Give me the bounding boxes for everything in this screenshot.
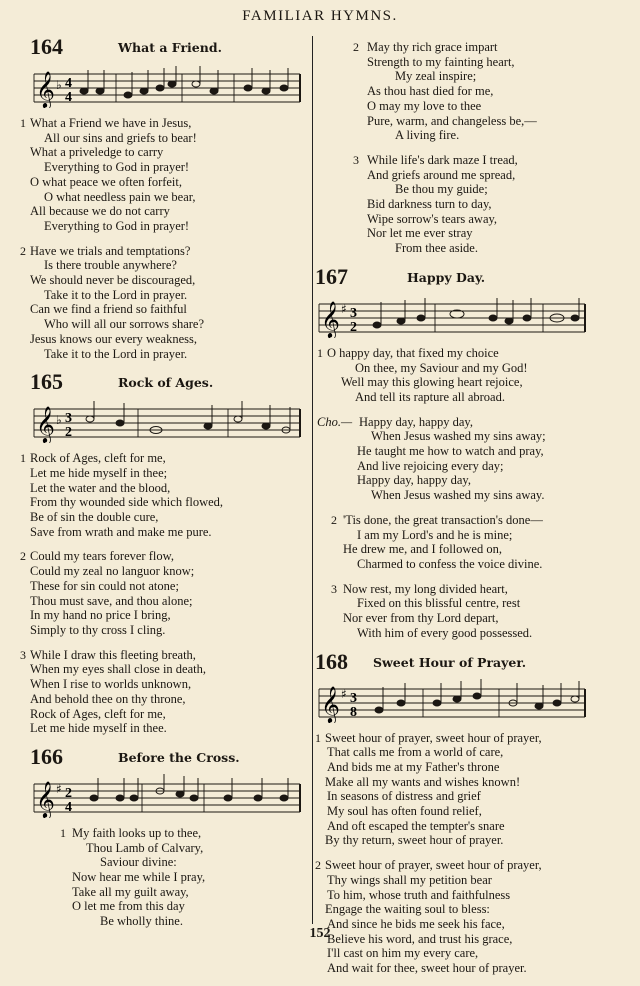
verse [315,153,600,256]
verse-line: Can we find a friend so faithful [30,302,187,317]
verse-line: A living fire. [395,128,460,143]
verse-line: Let the water and the blood, [30,480,171,495]
verse-number: 1 [60,825,66,840]
verse-number: 3 [331,581,337,596]
svg-text:♯: ♯ [341,301,347,316]
verse-number: 1 [20,116,26,130]
verse-line: May thy rich grace impart [367,40,498,54]
verse-number: 2 [315,858,321,873]
verse-line: I am my Lord's and he is mine; [357,527,513,542]
verse-line: Now hear me while I pray, [72,870,206,885]
verse-line: Pure, warm, and changeless be,— [367,113,537,128]
verse-line: Everything to God in prayer! [44,160,190,175]
verse-line: Strength to my fainting heart, [367,54,515,69]
verse-line: Be thou my guide; [395,182,488,197]
verse-line: Be wholly thine. [100,914,183,929]
chorus-label: Cho.— [317,414,353,429]
time-signature-top: 3 [350,305,357,321]
hymn-title: Before the Cross. [118,749,240,765]
time-signature-bottom: 8 [350,704,357,720]
hymn-166 [30,743,315,929]
verse [20,647,315,736]
verse-line: We should never be discouraged, [30,273,196,288]
verse-line: O what peace we often forfeit, [30,174,183,189]
verse-line: To him, whose truth and faithfulness [327,887,511,902]
hymn-number: 165 [30,369,63,395]
verse-line: Sweet hour of prayer, sweet hour of prayer, [325,858,542,873]
music-staff [32,399,302,443]
verse-number: 3 [20,647,26,662]
music-staff [32,64,302,108]
verse-line: And behold thee on thy throne, [30,691,186,706]
verse-line: Thou must save, and thou alone; [30,593,193,608]
verse [315,40,600,143]
verse-line: When my eyes shall close in death, [30,662,206,677]
verse [315,346,600,405]
time-signature-top: 4 [65,76,72,91]
page-header: FAMILIAR HYMNS. [242,8,398,24]
verse-line: Save from wrath and make me pure. [30,524,212,539]
verse-line: My soul has often found relief, [327,804,482,819]
verse [315,582,600,641]
verse-line: From thy wounded side which flowed, [30,495,224,510]
treble-clef-icon: 𝄞 [321,684,340,723]
verse-line: When Jesus washed my sins away; [371,429,546,444]
verse-number: 1 [20,451,26,466]
hymn-title: Happy Day. [407,269,486,285]
verse-line: Jesus knows our every weakness, [30,331,197,346]
verse-line: Take it to the Lord in prayer. [44,287,188,302]
verse [20,243,315,362]
treble-clef-icon: 𝄞 [321,299,340,338]
verse-line: And griefs around me spread, [367,167,516,182]
verse-line: From thee aside. [395,241,478,256]
verse [315,731,600,849]
verse-line: And wait for thee, sweet hour of prayer. [327,961,527,976]
verse-line: Thou Lamb of Calvary, [86,840,204,855]
verse-line: All because we do not carry [30,204,170,219]
verse-line: Be of sin the double cure, [30,510,159,525]
verse-line: Have we trials and temptations? [30,243,191,258]
verse-line: Make all my wants and wishes known! [325,774,521,789]
verse-line: Everything to God in prayer! [44,218,190,233]
verse [315,513,600,572]
verse-number: 2 [331,512,337,527]
verse-line: What a Friend we have in Jesus, [30,116,192,130]
verse-line: Now rest, my long divided heart, [343,581,508,596]
verse-line: 'Tis done, the great transaction's done— [343,512,543,527]
right-column [315,36,600,986]
hymn-number: 167 [315,263,348,289]
verse-line: Wipe sorrow's tears away, [367,211,498,226]
treble-clef-icon: 𝄞 [36,70,55,108]
verse-line: Could my zeal no languor know; [30,564,195,579]
verse-line: Well may this glowing heart rejoice, [341,375,523,390]
time-signature-bottom: 2 [350,319,357,335]
verse-line: O may my love to thee [367,98,482,113]
svg-text:♭: ♭ [56,78,62,92]
verse-line: And live rejoicing every day; [357,458,504,473]
verse-line: And oft escaped the tempter's snare [327,818,505,833]
verse-line: He taught me how to watch and pray, [357,444,544,459]
verse-line: He drew me, and I followed on, [343,542,502,557]
verse-line: As thou hast died for me, [367,84,494,99]
verse-line: Is there trouble anywhere? [44,258,177,273]
verse-line: Nor ever from thy Lord depart, [343,611,499,626]
verse-number: 2 [353,40,359,54]
verse [20,451,315,539]
music-staff [317,679,587,723]
verse-line: With him of every good possessed. [357,625,533,640]
verse-line: In seasons of distress and grief [327,789,481,804]
time-signature-bottom: 4 [65,799,72,815]
hymn-number: 166 [30,743,63,769]
verse-line: Thy wings shall my petition bear [327,872,492,887]
svg-text:♯: ♯ [56,781,62,796]
hymn-166-continued [315,40,600,256]
verse-line: On thee, my Saviour and my God! [355,360,528,375]
verse-number: 2 [20,549,26,564]
verse-line: Sweet hour of prayer, sweet hour of prayer, [325,730,542,745]
verse-line: Happy day, happy day, [359,414,473,429]
verse [20,549,315,637]
verse-line: Let me hide myself in thee; [30,465,168,480]
verse-line: Simply to thy cross I cling. [30,622,166,637]
verse-line: Believe his word, and trust his grace, [327,931,513,946]
left-column [20,34,315,939]
verse-line: What a priveledge to carry [30,145,164,160]
verse-line: Bid darkness turn to day, [367,197,492,212]
verse-line: Charmed to confess the voice divine. [357,556,543,571]
verse-line: Rock of Ages, cleft for me, [30,451,166,466]
verse-line: Fixed on this blissful centre, rest [357,596,521,611]
verse-number: 1 [317,345,323,360]
treble-clef-icon: 𝄞 [36,779,55,818]
hymn-164 [20,34,315,361]
verse-line: These for sin could not atone; [30,578,179,593]
verse-line: And tell its rapture all abroad. [355,389,505,404]
verse-line: And bids me at my Father's throne [327,759,500,774]
verse [30,826,315,929]
verse-line: Take it to the Lord in prayer. [44,346,188,361]
page-number: 152 [309,926,331,941]
verse-line: Take all my guilt away, [72,884,189,899]
hymn-title: Rock of Ages. [118,375,214,391]
verse [315,858,600,976]
verse-line: Rock of Ages, cleft for me, [30,706,166,721]
verse-line: That calls me from a world of care, [327,745,504,760]
verse-number: 1 [315,730,321,745]
verse-number: 2 [20,243,26,258]
verse-line: Who will all our sorrows share? [44,317,205,332]
hymn-number: 164 [30,34,63,59]
verse-line: Nor let me ever stray [367,226,473,241]
verse-line: By thy return, sweet hour of prayer. [325,833,504,848]
treble-clef-icon: 𝄞 [36,405,55,444]
verse-line: When Jesus washed my sins away. [371,488,545,503]
verse-line: O happy day, that fixed my choice [327,345,499,360]
chorus [315,415,600,503]
hymn-number: 168 [315,648,348,674]
hymn-167 [315,263,600,641]
verse [20,116,315,234]
hymn-title: Sweet Hour of Prayer. [373,654,527,670]
verse-line: O what needless pain we bear, [44,189,196,204]
svg-text:♯: ♯ [341,686,347,701]
verse-line: Happy day, happy day, [357,473,471,488]
verse-line: Let me hide myself in thee. [30,721,167,736]
time-signature-top: 2 [65,785,72,801]
music-staff [32,774,302,818]
svg-text:♭: ♭ [56,413,62,428]
verse-line: While life's dark maze I tread, [367,152,518,167]
hymn-165 [20,369,315,736]
verse-line: And since he bids me seek his face, [327,916,505,931]
music-staff [317,294,587,338]
verse-line: While I draw this fleeting breath, [30,647,196,662]
verse-line: Engage the waiting soul to bless: [325,902,490,917]
time-signature-bottom: 2 [65,425,72,441]
verse-line: O let me from this day [72,899,185,914]
hymn-title: What a Friend. [118,40,222,55]
verse-line: In my hand no price I bring, [30,608,171,623]
time-signature-bottom: 4 [65,90,72,105]
verse-line: Could my tears forever flow, [30,549,174,564]
verse-line: My faith looks up to thee, [72,825,202,840]
time-signature-top: 3 [65,411,72,427]
verse-line: I'll cast on him my every care, [327,946,479,961]
verse-number: 3 [353,152,359,167]
verse-line: My zeal inspire; [395,69,477,84]
verse-line: Saviour divine: [100,855,177,870]
verse-line: All our sins and griefs to bear! [44,130,197,145]
verse-line: When I rise to worlds unknown, [30,677,192,692]
time-signature-top: 3 [350,690,357,706]
